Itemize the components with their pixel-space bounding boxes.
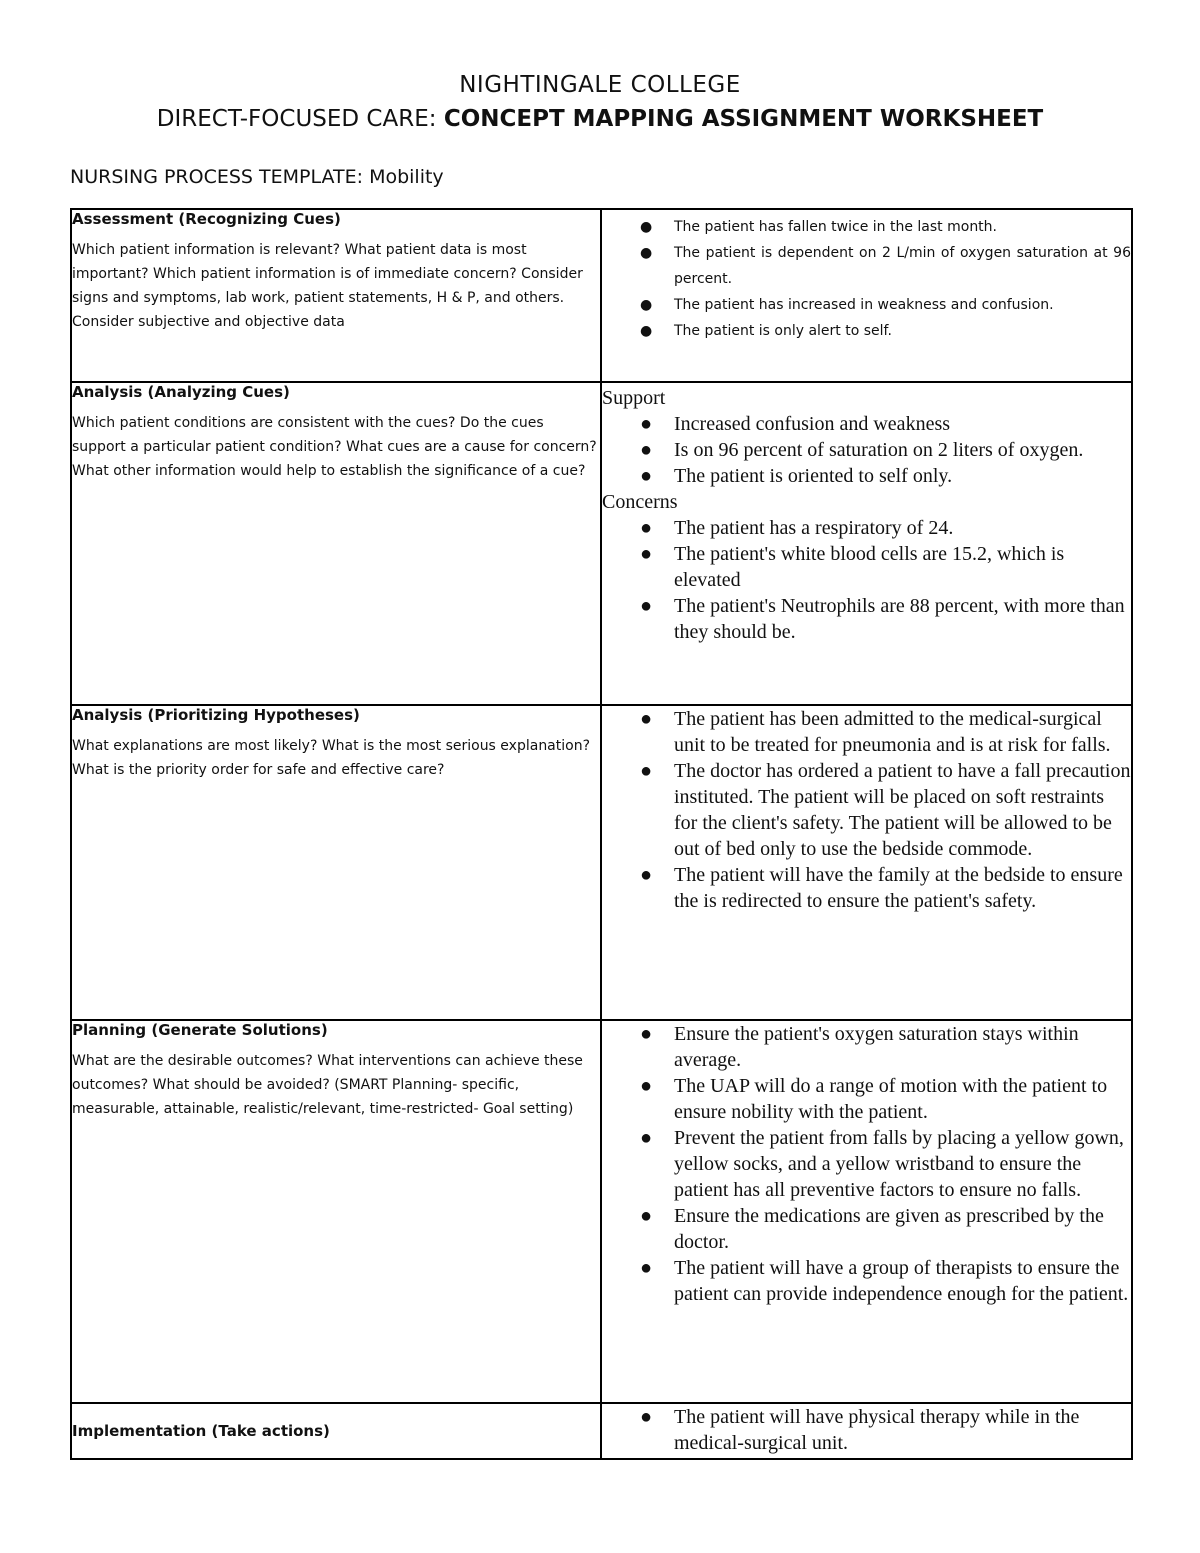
list-item: ● The patient is only alert to self. <box>640 323 892 339</box>
list-item: ● The patient will have physical therapy while in the medical-surgical unit. <box>640 1406 1080 1454</box>
planning-prompt-cell <box>71 1020 601 1403</box>
support-list <box>602 411 1131 489</box>
list-item: ● The patient's white blood cells are 15.2, which is elevated <box>640 543 1065 591</box>
table-row-planning <box>71 1020 1132 1403</box>
list-item: ● The patient has increased in weakness and confusion. <box>640 297 1054 313</box>
nursing-process-table <box>70 208 1133 1460</box>
analyzing-prompt-cell <box>71 382 601 705</box>
implementation-response-cell <box>601 1403 1132 1459</box>
worksheet-title <box>0 106 1200 132</box>
list-item: ● The patient is dependent on 2 L/min of oxygen saturation at 96 percent. <box>640 245 1131 287</box>
list-item: ● The patient has been admitted to the medical-surgical unit to be treated for pneumonia and is at risk for falls. <box>640 708 1111 756</box>
table-row-assessment <box>71 209 1132 382</box>
analyzing-response-cell <box>601 382 1132 705</box>
analyzing-heading: Analysis (Analyzing Cues) <box>72 383 290 401</box>
implementation-heading: Implementation (Take actions) <box>72 1422 330 1440</box>
concerns-label: Concerns <box>602 491 678 513</box>
support-label: Support <box>602 387 666 409</box>
planning-response-cell <box>601 1020 1132 1403</box>
implementation-prompt-cell <box>71 1403 601 1459</box>
title-bold: CONCEPT MAPPING ASSIGNMENT WORKSHEET <box>443 106 1044 132</box>
assessment-response-cell <box>601 209 1132 382</box>
assessment-heading: Assessment (Recognizing Cues) <box>72 210 341 228</box>
prioritizing-response-cell <box>601 705 1132 1020</box>
list-item: ● Prevent the patient from falls by placing a yellow gown, yellow socks, and a yellow wristband to ensure the patient has all preventive factors to ensure no falls. <box>640 1127 1124 1201</box>
planning-list <box>602 1021 1131 1307</box>
planning-heading: Planning (Generate Solutions) <box>72 1021 328 1039</box>
table-row-analyzing-cues <box>71 382 1132 705</box>
table-row-implementation <box>71 1403 1132 1459</box>
list-item: ● The patient's Neutrophils are 88 percent, with more than they should be. <box>640 595 1125 643</box>
list-item: ● The UAP will do a range of motion with the patient to ensure nobility with the patient. <box>640 1075 1108 1123</box>
concerns-list <box>602 515 1131 645</box>
implementation-list <box>602 1404 1131 1456</box>
template-label: NURSING PROCESS TEMPLATE: Mobility <box>70 166 444 188</box>
list-item: ● The patient will have a group of therapists to ensure the patient can provide independence enough for the patient. <box>640 1257 1129 1305</box>
college-name: NIGHTINGALE COLLEGE <box>459 72 741 98</box>
list-item: ● Is on 96 percent of saturation on 2 liters of oxygen. <box>640 439 1084 461</box>
assessment-prompt-cell <box>71 209 601 382</box>
list-item: ● The patient will have the family at the bedside to ensure the is redirected to ensure the patient's safety. <box>640 864 1123 912</box>
list-item: ● Ensure the medications are given as prescribed by the doctor. <box>640 1205 1104 1253</box>
assessment-list <box>602 214 1131 344</box>
list-item: ● Ensure the patient's oxygen saturation stays within average. <box>640 1023 1079 1071</box>
list-item: ● The patient is oriented to self only. <box>640 465 953 487</box>
list-item: ● The patient has a respiratory of 24. <box>640 517 954 539</box>
analyzing-question: Which patient conditions are consistent with the cues? Do the cues support a particular patient condition? What cues are a cause for concern? What other information would help to establish the significance of a cue? <box>72 415 597 479</box>
planning-question: What are the desirable outcomes? What interventions can achieve these outcomes? What should be avoided? (SMART Planning- specific, measurable, attainable, realistic/relevant, time-restricted- Goal setting) <box>72 1053 583 1117</box>
list-item: ● The patient has fallen twice in the last month. <box>640 219 997 235</box>
prioritizing-list <box>602 706 1131 914</box>
title-prefix: DIRECT-FOCUSED CARE: <box>156 106 444 132</box>
assessment-question: Which patient information is relevant? What patient data is most important? Which patient information is of immediate concern? Consider signs and symptoms, lab work, patient statements, H & P, and others. Consider subjective and objective data <box>72 242 583 330</box>
list-item: ● The doctor has ordered a patient to have a fall precaution instituted. The patient will be placed on soft restraints for the client's safety. The patient will be allowed to be out of bed only to use the bedside commode. <box>640 760 1131 860</box>
prioritizing-prompt-cell <box>71 705 601 1020</box>
list-item: ● Increased confusion and weakness <box>640 413 951 435</box>
prioritizing-heading: Analysis (Prioritizing Hypotheses) <box>72 706 360 724</box>
prioritizing-question: What explanations are most likely? What is the most serious explanation? What is the priority order for safe and effective care? <box>72 738 591 778</box>
table-row-prioritizing <box>71 705 1132 1020</box>
